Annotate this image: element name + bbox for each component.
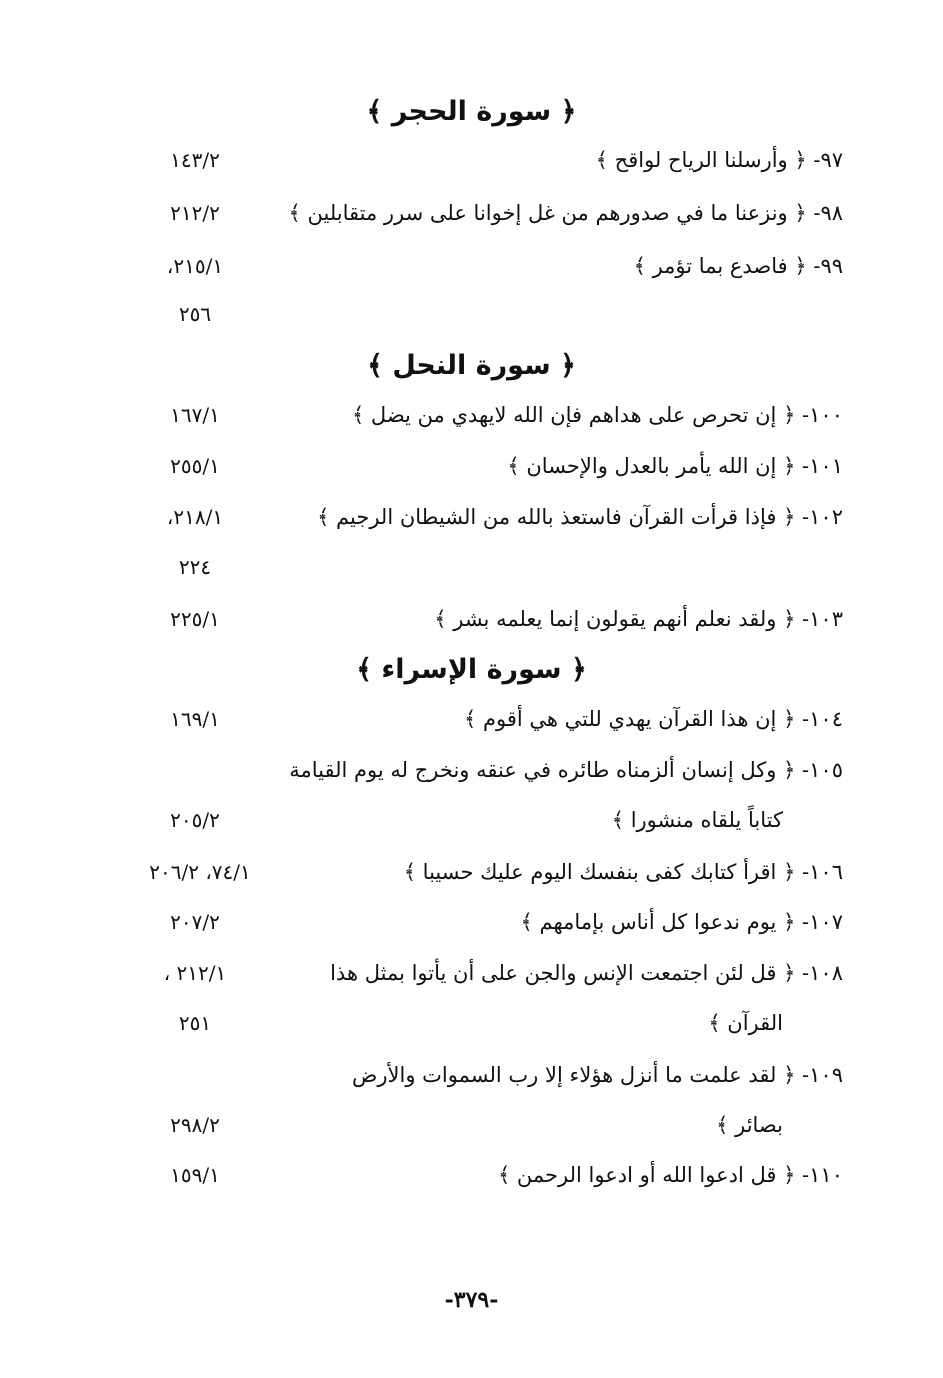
verse-109-continued: بصائر ﴾	[716, 1113, 783, 1137]
verse-102: ١٠٢- ﴿ فإذا قرأت القرآن فاستعذ بالله من الشيطان الرجيم ﴾	[317, 505, 843, 529]
verse-107: ١٠٧- ﴿ يوم ندعوا كل أناس بإمامهم ﴾	[520, 910, 843, 934]
reference-101: ٢٥٥/١	[170, 454, 220, 478]
verse-108: ١٠٨- ﴿ قل لئن اجتمعت الإنس والجن على أن يأتوا بمثل هذا	[330, 961, 843, 985]
reference-109: ٢٩٨/٢	[170, 1113, 220, 1137]
verse-108-continued: القرآن ﴾	[708, 1011, 783, 1035]
verse-97: ٩٧- ﴿ وأرسلنا الرياح لواقح ﴾	[595, 148, 843, 172]
reference-100: ١٦٧/١	[170, 403, 220, 427]
section-heading-an-nahl: ﴿ سورة النحل ﴾	[367, 350, 576, 381]
verse-99: ٩٩- ﴿ فاصدع بما تؤمر ﴾	[633, 254, 843, 278]
reference-99: ٢١٥/١،	[166, 254, 224, 278]
verse-100: ١٠٠- ﴿ إن تحرص على هداهم فإن الله لايهدي من يضل ﴾	[351, 403, 843, 427]
verse-104: ١٠٤- ﴿ إن هذا القرآن يهدي للتي هي أقوم ﴾	[464, 707, 843, 731]
section-heading-al-isra: ﴿ سورة الإسراء ﴾	[356, 654, 587, 685]
reference-102-continued: ٢٢٤	[178, 555, 212, 579]
page-number: -٣٧٩-	[444, 1287, 499, 1313]
reference-97: ١٤٣/٢	[170, 148, 220, 172]
verse-109: ١٠٩- ﴿ لقد علمت ما أنزل هؤلاء إلا رب السموات والأرض	[352, 1063, 843, 1087]
verse-101: ١٠١- ﴿ إن الله يأمر بالعدل والإحسان ﴾	[507, 454, 843, 478]
reference-104: ١٦٩/١	[170, 707, 220, 731]
verse-110: ١١٠- ﴿ قل ادعوا الله أو ادعوا الرحمن ﴾	[497, 1163, 843, 1187]
verse-105: ١٠٥- ﴿ وكل إنسان ألزمناه طائره في عنقه ونخرج له يوم القيامة	[289, 758, 843, 782]
verse-106: ١٠٦- ﴿ اقرأ كتابك كفى بنفسك اليوم عليك حسيبا ﴾	[403, 860, 843, 884]
reference-107: ٢٠٧/٢	[170, 910, 220, 934]
reference-106: ٧٤/١، ٢٠٦/٢	[149, 860, 251, 884]
reference-98: ٢١٢/٢	[170, 201, 220, 225]
reference-99-continued: ٢٥٦	[178, 302, 212, 326]
verse-103: ١٠٣- ﴿ ولقد نعلم أنهم يقولون إنما يعلمه بشر ﴾	[434, 607, 843, 631]
verse-105-continued: كتاباً يلقاه منشورا ﴾	[611, 808, 783, 832]
reference-103: ٢٢٥/١	[170, 607, 220, 631]
section-heading-al-hijr: ﴿ سورة الحجر ﴾	[366, 96, 577, 127]
reference-108: ٢١٢/١ ،	[163, 961, 227, 985]
reference-110: ١٥٩/١	[170, 1163, 220, 1187]
verse-98: ٩٨- ﴿ ونزعنا ما في صدورهم من غل إخوانا على سرر متقابلين ﴾	[288, 201, 843, 225]
reference-105: ٢٠٥/٢	[170, 808, 220, 832]
reference-108-continued: ٢٥١	[178, 1011, 212, 1035]
reference-102: ٢١٨/١،	[166, 505, 224, 529]
